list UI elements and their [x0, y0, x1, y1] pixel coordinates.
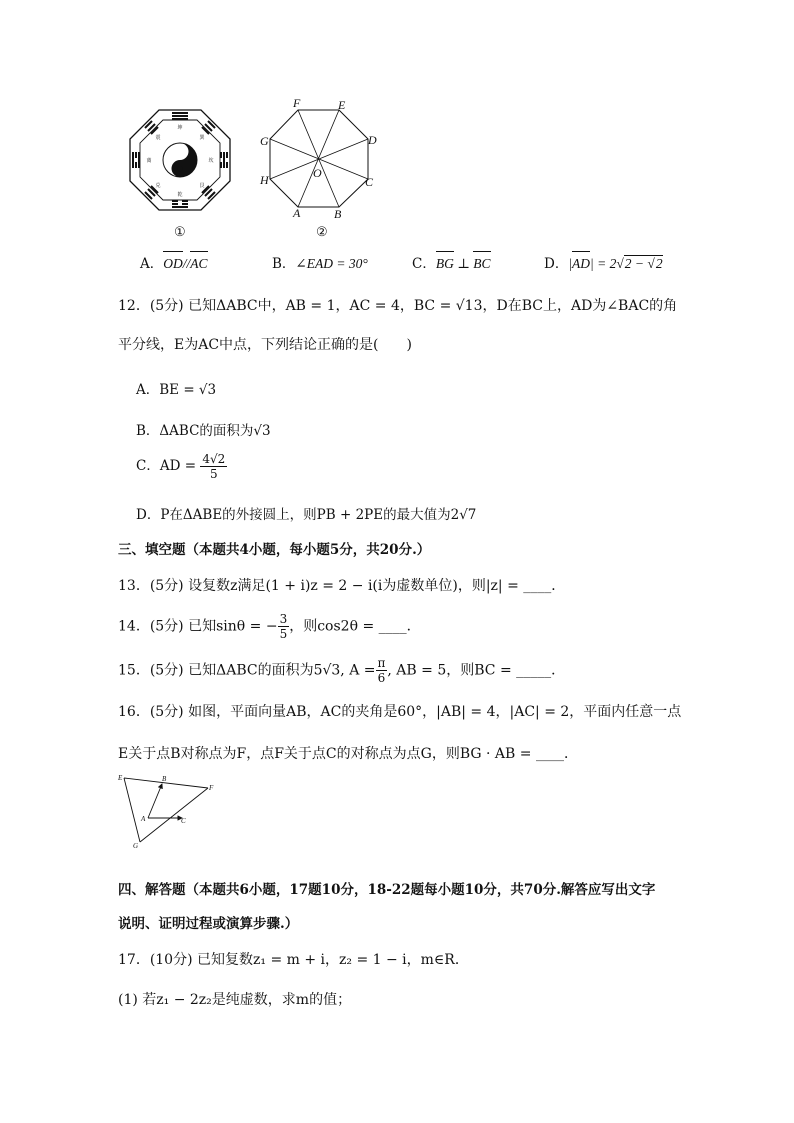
q12-option-d: D．P在ΔABE的外接圆上，则PB + 2PE的最大值为2√7 — [136, 507, 477, 523]
bagua-diagram — [128, 108, 232, 212]
q11-option-d: D．|AD| = 2√2 − √2 — [544, 256, 663, 272]
section4-heading-line1: 四、解答题（本题共6小题，17题10分，18-22题每小题10分，共70分.解答应写出文字 — [118, 882, 656, 898]
label-b: B — [334, 207, 342, 221]
svg-text:兑: 兑 — [155, 184, 161, 189]
q15: 15．(5分) 已知ΔABC的面积为5√3, A = $\frac{\pi}{6}$ , AB = 5，则BC = _____． — [118, 656, 566, 685]
q12-option-b: B．ΔABC的面积为√3 — [136, 423, 271, 439]
svg-text:震: 震 — [155, 136, 161, 141]
label-g: G — [260, 134, 269, 148]
octagon-diagram — [252, 97, 382, 222]
octagon-figure — [252, 97, 382, 222]
q15-fraction: $\frac{\pi}{6}$ — [377, 656, 386, 685]
q16-figure — [116, 770, 226, 850]
q12-option-c: C．AD = $\frac{4√2}{5}$ — [136, 452, 226, 481]
svg-text:F: F — [209, 784, 214, 792]
label-h: H — [260, 173, 269, 187]
label-f: F — [293, 97, 301, 110]
svg-text:G: G — [133, 842, 139, 850]
label-c: C — [365, 175, 374, 189]
label-a: A — [293, 206, 301, 220]
q14-fraction: $\frac{3}{5}$ — [279, 612, 288, 641]
q17-part1: (1) 若z₁ − 2z₂是纯虚数，求m的值； — [118, 992, 352, 1008]
bagua-figure — [128, 108, 232, 212]
q14: 14．(5分) 已知sinθ = − $\frac{3}{5}$ ，则cos2θ = ____． — [118, 612, 421, 641]
q16-line1: 16．(5分) 如图，平面向量AB，AC的夹角是60°，|AB| = 4，|AC| = 2，平面内任意一点 — [118, 704, 682, 720]
section3-heading: 三、填空题（本题共4小题，每小题5分，共20分.） — [118, 542, 431, 558]
svg-text:A: A — [141, 815, 146, 823]
label-e: E — [338, 98, 346, 112]
q13: 13．(5分) 设复数z满足(1 + i)z = 2 − i(i为虚数单位)，则|z| = ____． — [118, 578, 566, 594]
q12-option-a: A．BE = √3 — [136, 382, 217, 398]
section4-heading-line2: 说明、证明过程或演算步骤.） — [118, 916, 299, 932]
svg-text:艮: 艮 — [199, 184, 205, 189]
svg-text:C: C — [181, 817, 186, 825]
q12-c-fraction: $\frac{4√2}{5}$ — [202, 452, 226, 481]
q11-option-a: A．OD//AC — [140, 256, 208, 272]
q12-line2: 平分线，E为AC中点，下列结论正确的是( ) — [118, 337, 412, 353]
q12-line1: 12．(5分) 已知ΔABC中，AB = 1，AC = 4，BC = √13，D在BC上，AD为∠BAC的角 — [118, 298, 678, 314]
q17-line1: 17．(10分) 已知复数z₁ = m + i，z₂ = 1 − i，m∈R． — [118, 952, 469, 968]
label-d: D — [368, 133, 377, 147]
q16-diagram — [116, 770, 226, 850]
q11-option-c: C．BG ⊥ BC — [412, 256, 491, 272]
figure2-caption: ② — [316, 225, 328, 240]
svg-text:B: B — [162, 775, 167, 783]
svg-text:E: E — [118, 774, 123, 782]
q11-option-b: B．∠EAD = 30° — [272, 256, 368, 272]
label-o: O — [313, 166, 322, 180]
svg-text:巽: 巽 — [199, 136, 205, 141]
svg-text:坤: 坤 — [177, 126, 183, 131]
q16-line2: E关于点B对称点为F，点F关于点C的对称点为点G，则BG · AB = ____． — [118, 746, 578, 762]
svg-text:坎: 坎 — [208, 159, 214, 164]
figure1-caption: ① — [174, 225, 186, 240]
svg-text:离: 离 — [146, 159, 152, 164]
svg-text:乾: 乾 — [177, 193, 183, 198]
